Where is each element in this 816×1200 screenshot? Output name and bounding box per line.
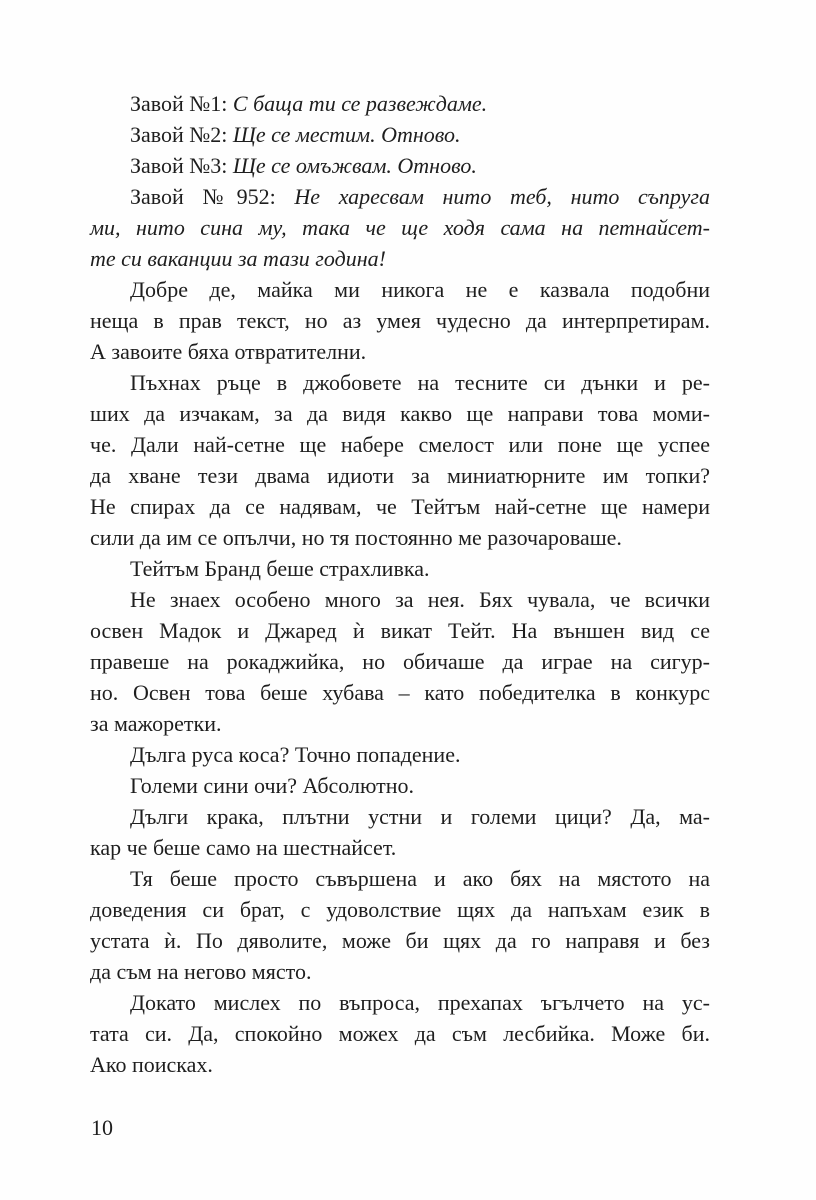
text-segment: за мажоретки.	[90, 711, 222, 736]
text-segment: неща в прав текст, но аз умея чудесно да интерпретирам.	[90, 308, 710, 333]
text-line	[90, 212, 710, 243]
text-line	[90, 274, 710, 305]
text-segment: Завой №1:	[130, 91, 233, 116]
text-segment: да хване тези двама идиоти за миниатюрните им топки?	[90, 463, 710, 488]
italic-text-segment: Ще се местим. Отново.	[232, 122, 461, 147]
text-segment: Дълга руса коса? Точно попадение.	[130, 742, 461, 767]
italic-text-segment: те си ваканции за тази година!	[90, 246, 386, 271]
text-line	[90, 863, 710, 894]
text-line	[90, 739, 710, 770]
text-segment: Завой №2:	[130, 122, 233, 147]
text-segment: устата ѝ. По дяволите, може би щях да го направя и без	[90, 928, 710, 953]
text-segment: Завой №952:	[130, 184, 295, 209]
text-segment: Докато мислех по въпроса, прехапах ъгълчето на ус-	[130, 990, 710, 1015]
text-segment: че. Дали най-сетне ще набере смелост или поне ще успее	[90, 432, 710, 457]
page-number: 10	[91, 1115, 113, 1140]
text-segment: доведения си брат, с удоволствие щях да напъхам език в	[90, 897, 710, 922]
text-segment: правеше на рокаджийка, но обичаше да играе на сигур-	[90, 649, 710, 674]
text-segment: ших да изчакам, за да видя какво ще направи това моми-	[90, 401, 710, 426]
italic-text-segment: С баща ти се развеждаме.	[232, 91, 488, 116]
text-segment: Не знаех особено много за нея. Бях чувала, че всички	[130, 587, 710, 612]
italic-text-segment: Ще се омъжвам. Отново.	[232, 153, 477, 178]
text-line	[90, 460, 710, 491]
text-line	[90, 119, 710, 150]
text-segment: Големи сини очи? Абсолютно.	[130, 773, 415, 798]
text-segment: Пъхнах ръце в джобовете на тесните си дънки и ре-	[130, 370, 710, 395]
text-segment: кар че беше само на шестнайсет.	[90, 835, 397, 860]
text-line	[90, 336, 710, 367]
text-segment: да съм на негово място.	[90, 959, 312, 984]
text-line	[90, 1049, 710, 1080]
text-line	[90, 88, 710, 119]
text-line	[90, 1018, 710, 1049]
text-segment: Завой №3:	[130, 153, 233, 178]
text-segment: но. Освен това беше хубава – като победителка в конкурс	[90, 680, 710, 705]
text-line	[90, 708, 710, 739]
text-segment: Дълги крака, плътни устни и големи цици? Да, ма-	[130, 804, 710, 829]
text-segment: Тя беше просто съвършена и ако бях на мястото на	[130, 866, 710, 891]
text-line	[90, 429, 710, 460]
text-line	[90, 801, 710, 832]
italic-text-segment: Не харесвам нито теб, нито съпруга	[294, 184, 710, 209]
text-line	[90, 553, 710, 584]
text-line	[90, 956, 710, 987]
text-segment: Ако поисках.	[90, 1052, 213, 1077]
text-line	[90, 584, 710, 615]
text-segment: Тейтъм Бранд беше страхливка.	[130, 556, 430, 581]
page-text	[90, 88, 710, 1080]
text-line	[90, 646, 710, 677]
text-segment: Не спирах да се надявам, че Тейтъм най-сетне ще намери	[90, 494, 710, 519]
text-line	[90, 987, 710, 1018]
italic-text-segment: ми, нито сина му, така че ще ходя сама на петнайсет-	[90, 215, 710, 240]
text-segment: тата си. Да, спокойно можех да съм лесбийка. Може би.	[90, 1021, 710, 1046]
text-segment: А завоите бяха отвратителни.	[90, 339, 367, 364]
text-line	[90, 243, 710, 274]
text-line	[90, 615, 710, 646]
text-line	[90, 770, 710, 801]
text-segment: освен Мадок и Джаред ѝ викат Тейт. На външен вид се	[90, 618, 710, 643]
text-line	[90, 677, 710, 708]
text-line	[90, 367, 710, 398]
text-line	[90, 305, 710, 336]
text-segment: сили да им се опълчи, но тя постоянно ме разочароваше.	[90, 525, 622, 550]
text-line	[90, 925, 710, 956]
text-line	[90, 522, 710, 553]
text-line	[90, 181, 710, 212]
text-segment: Добре де, майка ми никога не е казвала подобни	[130, 277, 710, 302]
text-line	[90, 398, 710, 429]
text-line	[90, 491, 710, 522]
text-line	[90, 832, 710, 863]
text-line	[90, 150, 710, 181]
text-line	[90, 894, 710, 925]
